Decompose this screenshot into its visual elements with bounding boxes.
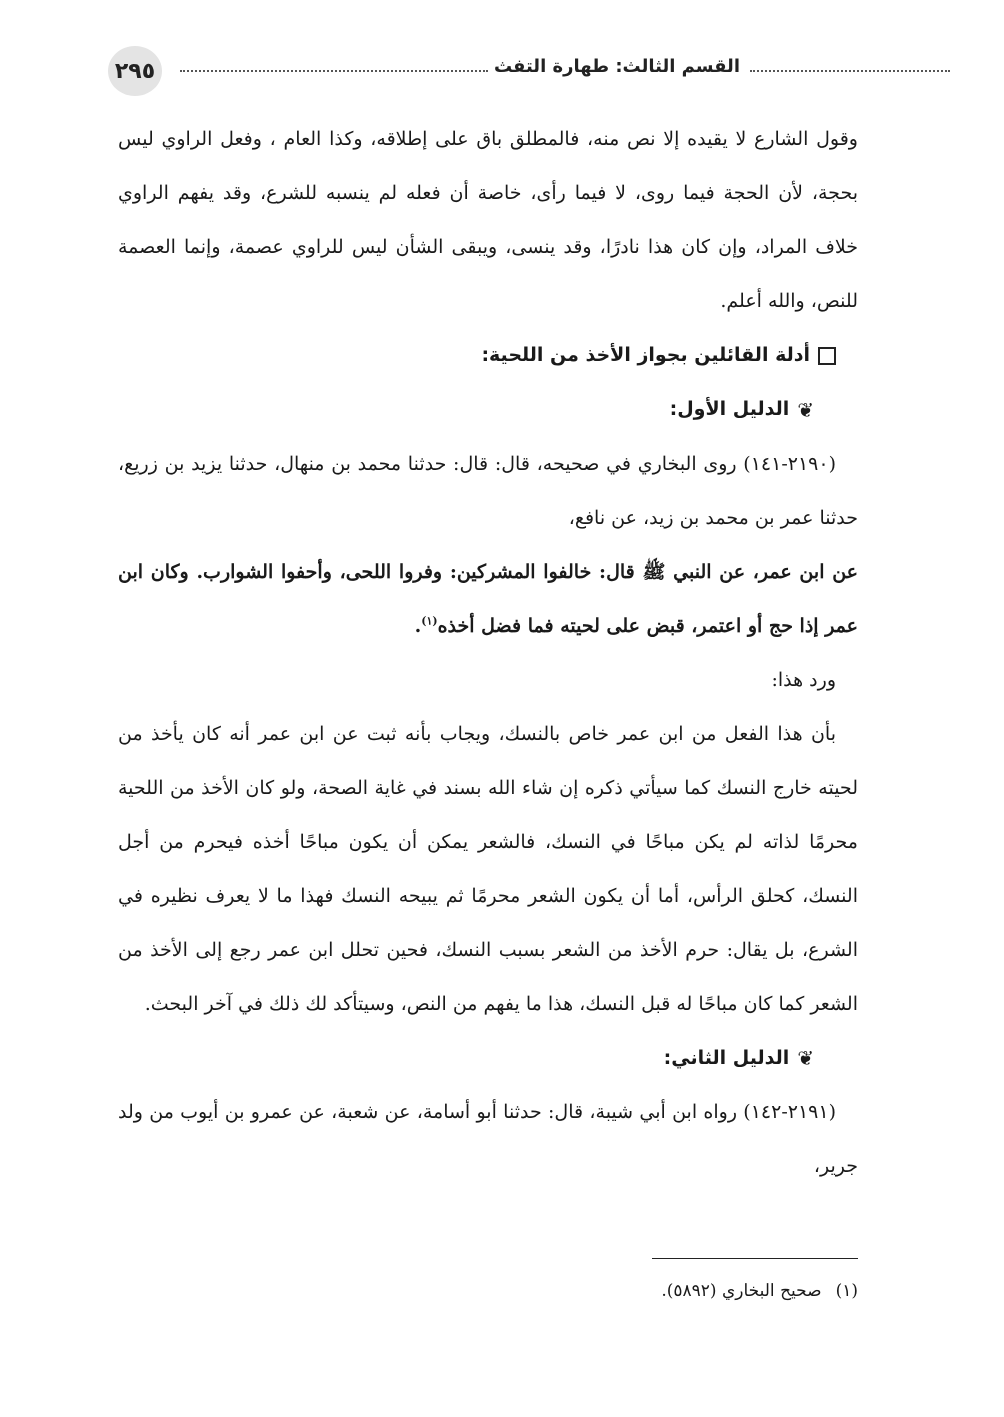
page-number-badge: ٢٩٥ (108, 46, 162, 96)
evidence-title (118, 382, 858, 437)
hadith-chain: (٢١٩٠-١٤١) روى البخاري في صحيحه، قال: قال: حدثنا محمد بن منهال، حدثنا يزيد بن زريع، حدثنا عمر بن محمد بن زيد، عن نافع، (118, 452, 858, 529)
evidence-title (118, 1031, 858, 1086)
footnote-separator (652, 1258, 858, 1259)
paragraph: وقول الشارع لا يقيده إلا نص منه، فالمطلق باق على إطلاقه، وكذا العام ، وفعل الراوي ليس بحجة، لأن الحجة فيما روى، لا فيما رأى، خاصة أن فعله لم ينسبه للشرع، وقد يفهم الراوي خلاف المراد، وإن كان هذا نادرًا، وقد ينسى، ويبقى الشأن ليس للراوي عصمة، وإنما العصمة للنص، والله أعلم. (118, 128, 858, 312)
hadith-end: . (414, 614, 422, 637)
evidence-title-text: الدليل الثاني: (663, 1046, 790, 1069)
page-header (108, 46, 858, 96)
checkbox-icon (818, 347, 836, 365)
leaf-icon: ❦ (797, 1046, 814, 1070)
page-body (118, 112, 858, 1193)
header-dotted-rule (750, 70, 950, 72)
running-title: القسم الثالث: طهارة التفث (493, 56, 740, 77)
footnote-ref[interactable]: (١) (421, 614, 438, 628)
hadith-text (118, 545, 858, 653)
footnote-number: (١) (835, 1281, 858, 1301)
leaf-icon: ❦ (797, 397, 814, 422)
paragraph: بأن هذا الفعل من ابن عمر خاص بالنسك، ويجاب بأنه ثبت عن ابن عمر أنه كان يأخذ من لحيته خارج النسك كما سيأتي ذكره إن شاء الله بسند في غاية الصحة، ولو كان الأخذ من اللحية محرمًا لذاته لم يكن مباحًا في النسك، فالشعر يمكن أن يكون مباحًا أخذه فيحرم من أجل النسك، كحلق الرأس، أما أن يكون الشعر محرمًا ثم يبيحه النسك فهذا ما لا يعرف نظيره في الشرع، بل يقال: حرم الأخذ من الشعر بسبب النسك، فحين تحلل ابن عمر رجع إلى الأخذ من الشعر كما كان مباحًا له قبل النسك، هذا ما يفهم من النص، وسيتأكد لك ذلك في آخر البحث. (118, 722, 858, 1015)
objection-label: ورد هذا: (771, 668, 836, 691)
header-dotted-rule (180, 70, 488, 72)
section-heading (118, 328, 858, 382)
hadith-chain: (٢١٩١-١٤٢) رواه ابن أبي شيبة، قال: حدثنا أبو أسامة، عن شعبة، عن عمرو بن أيوب من ولد جرير، (118, 1101, 858, 1177)
footnote (118, 1276, 858, 1306)
hadith-body: عن ابن عمر، عن النبي ﷺ قال: خالفوا المشركين: وفروا اللحى، وأحفوا الشوارب. وكان ابن عمر إذا حج أو اعتمر، قبض على لحيته فما فضل أخذه (118, 560, 858, 637)
footnote-text: صحيح البخاري (٥٨٩٢). (661, 1281, 822, 1301)
evidence-title-text: الدليل الأول: (669, 398, 790, 420)
section-heading-text: أدلة القائلين بجواز الأخذ من اللحية: (481, 344, 810, 366)
